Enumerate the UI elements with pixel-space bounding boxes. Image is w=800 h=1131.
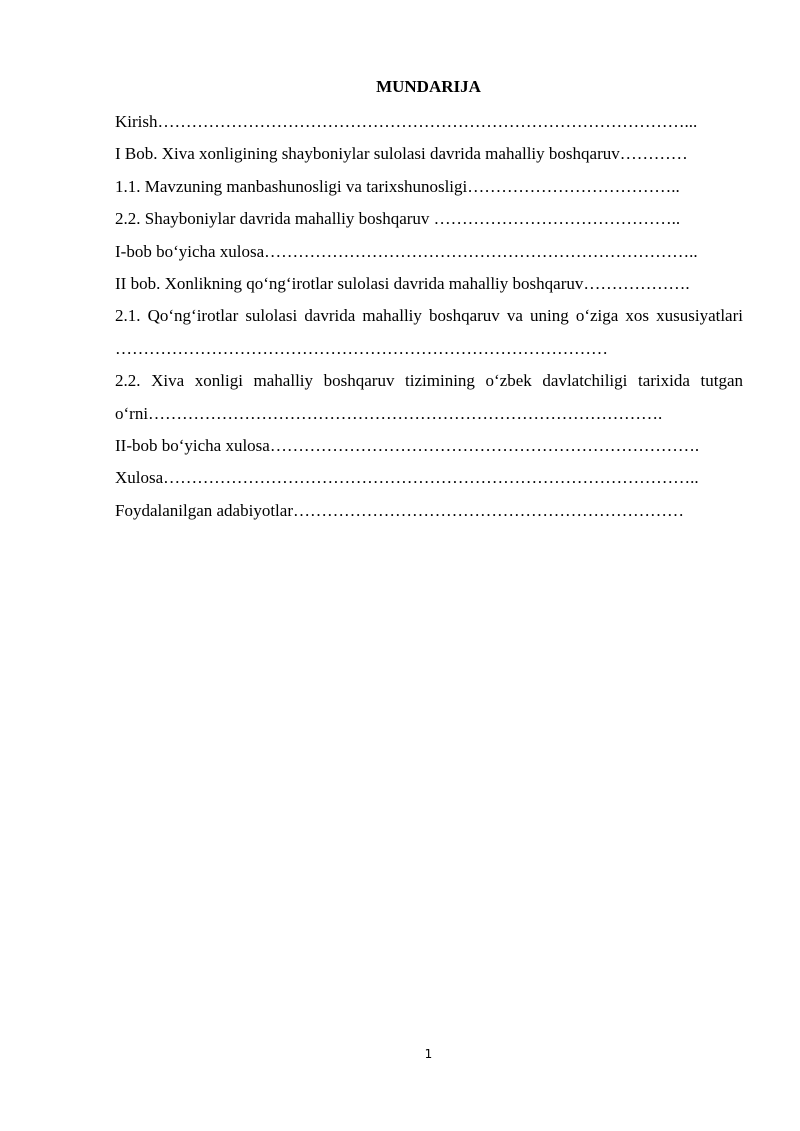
toc-entry-chapter-2 xyxy=(115,268,743,300)
toc-entry-chapter-1-conclusion xyxy=(115,236,743,268)
toc-entry-text: II-bob bo‘yicha xulosa…………………………………………………………………. xyxy=(115,436,700,456)
toc-entry-conclusion xyxy=(115,462,743,494)
toc-entry-text: I Bob. Xiva xonligining shayboniylar sulolasi davrida mahalliy boshqaruv………… xyxy=(115,144,688,164)
toc-entry-references xyxy=(115,495,743,527)
toc-entry-text: II bob. Xonlikning qo‘ng‘irotlar sulolasi davrida mahalliy boshqaruv………………. xyxy=(115,274,690,294)
toc-entry-chapter-2-conclusion xyxy=(115,430,743,462)
toc-entry-text: Foydalanilgan adabiyotlar…………………………………………………………… xyxy=(115,500,684,520)
toc-entry-text: 2.1. Qo‘ng‘irotlar sulolasi davrida mahalliy boshqaruv va uning o‘ziga xos xususiyatlari …………………………………………………………………………… xyxy=(115,306,748,358)
page-number: 1 xyxy=(424,1047,433,1061)
toc-entry-text: 2.2. Xiva xonligi mahalliy boshqaruv tizimining o‘zbek davlatchiligi tarixida tutgan o‘rni………………………………………………………………………………. xyxy=(115,371,748,423)
toc-entry-text: 2.2. Shayboniylar davrida mahalliy boshqaruv …………………………………….. xyxy=(115,209,681,229)
toc-entry-text: 1.1. Mavzuning manbashunosligi va tarixshunosligi……………………………….. xyxy=(115,176,680,196)
toc-entry-section-1-2 xyxy=(115,203,743,235)
toc-entry-chapter-1 xyxy=(115,138,743,170)
toc-entry-text: Xulosa………………………………………………………………………………….. xyxy=(115,468,699,488)
toc-entry-section-2-2 xyxy=(115,365,748,430)
toc-entry-introduction xyxy=(115,106,743,138)
toc-entry-text: I-bob bo‘yicha xulosa………………………………………………………………….. xyxy=(115,241,698,261)
toc-entry-text: Kirish…………………………………………………………………………………... xyxy=(115,112,698,131)
table-of-contents xyxy=(115,106,748,527)
toc-entry-section-2-1 xyxy=(115,300,748,365)
page-title: MUNDARIJA xyxy=(376,77,481,96)
toc-entry-section-1-1 xyxy=(115,171,743,203)
